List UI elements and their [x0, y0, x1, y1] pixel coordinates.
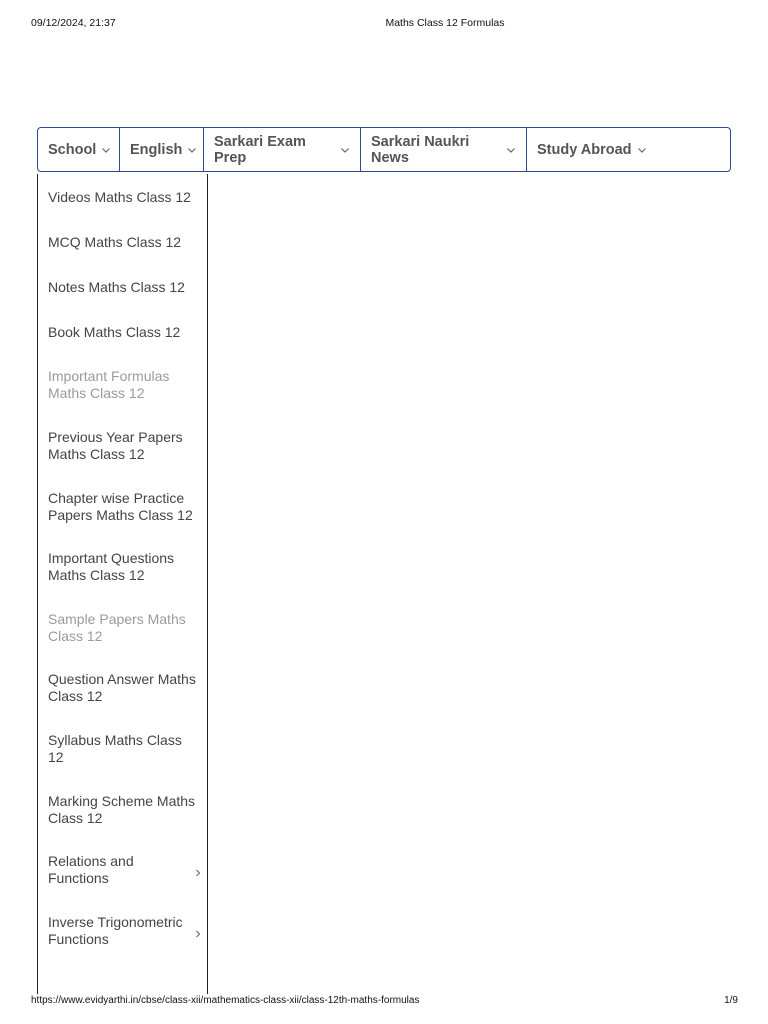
menu-item-book[interactable]: Book Maths Class 12 [48, 324, 181, 340]
nav-sarkari-exam-prep-label: Sarkari Exam Prep [214, 133, 306, 166]
menu-item-relations-and-functions-label: Relations and Functions [48, 853, 134, 886]
print-url: https://www.evidyarthi.in/cbse/class-xii/mathematics-class-xii/class-12th-maths-formulas [31, 995, 420, 1006]
menu-item-inverse-trigonometric-functions[interactable] [48, 914, 198, 948]
menu-item-videos[interactable]: Videos Maths Class 12 [48, 189, 191, 205]
print-page-number: 1/9 [724, 995, 738, 1006]
nav-study-abroad-label: Study Abroad [537, 141, 632, 158]
main-navbar [37, 127, 731, 172]
chevron-down-icon [187, 145, 197, 155]
class-12-maths-dropdown-menu [37, 174, 208, 994]
chevron-down-icon [637, 145, 647, 155]
menu-item-previous-year-papers[interactable]: Previous Year Papers Maths Class 12 [48, 429, 183, 462]
menu-item-notes[interactable]: Notes Maths Class 12 [48, 279, 185, 295]
chevron-down-icon [340, 145, 350, 155]
menu-item-syllabus[interactable]: Syllabus Maths Class 12 [48, 732, 182, 765]
chevron-right-icon [194, 865, 202, 875]
menu-item-inverse-trigonometric-functions-label: Inverse Trigonometric Functions [48, 914, 183, 947]
menu-item-chapter-wise-practice-papers[interactable]: Chapter wise Practice Papers Maths Class 12 [48, 490, 193, 523]
nav-school-label: School [48, 141, 97, 158]
menu-item-marking-scheme[interactable]: Marking Scheme Maths Class 12 [48, 793, 196, 826]
print-title: Maths Class 12 Formulas [385, 17, 505, 29]
nav-english[interactable] [120, 128, 204, 171]
nav-sarkari-naukri-news-label: Sarkari Naukri News [371, 133, 470, 166]
nav-study-abroad[interactable] [527, 128, 730, 171]
menu-item-important-formulas[interactable]: Important Formulas Maths Class 12 [48, 368, 170, 401]
nav-school[interactable] [38, 128, 120, 171]
menu-item-sample-papers[interactable]: Sample Papers Maths Class 12 [48, 611, 186, 644]
chevron-right-icon [194, 926, 202, 936]
chevron-down-icon [506, 145, 516, 155]
nav-sarkari-naukri-news[interactable] [361, 128, 527, 171]
menu-item-mcq[interactable]: MCQ Maths Class 12 [48, 234, 182, 250]
nav-sarkari-exam-prep[interactable] [204, 128, 361, 171]
menu-item-question-answer[interactable]: Question Answer Maths Class 12 [48, 671, 196, 704]
nav-english-label: English [130, 141, 183, 158]
print-date: 09/12/2024, 21:37 [31, 17, 116, 29]
chevron-down-icon [101, 145, 111, 155]
menu-item-important-questions[interactable]: Important Questions Maths Class 12 [48, 550, 175, 583]
menu-item-relations-and-functions[interactable] [48, 853, 198, 887]
